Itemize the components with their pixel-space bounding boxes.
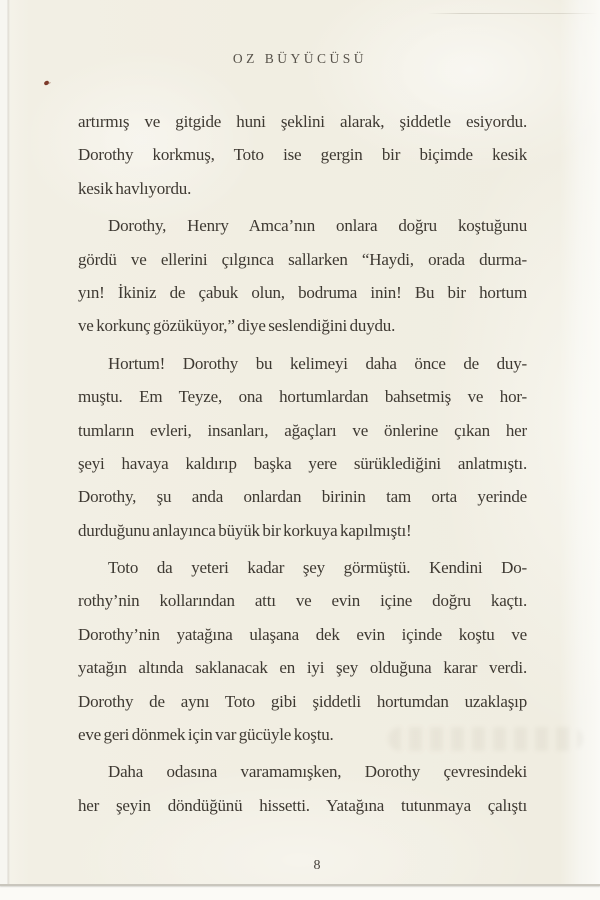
paragraph [78,755,527,822]
text-line: her şeyin döndüğünü hissetti. Yatağına tutunmaya çalıştı [78,795,527,815]
paragraph [78,347,527,547]
page-number: 8 [313,858,321,873]
text-line: durduğunu anlayınca büyük bir korkuya kapılmıştı! [78,520,412,540]
text-line: artırmış ve gitgide huni şeklini alarak, şiddetle esiyordu. [78,112,527,131]
text-block [78,105,527,826]
paragraph [78,551,527,751]
text-line: Daha odasına varamamışken, Dorothy çevresindeki [108,762,527,782]
paragraph [78,105,527,205]
text-line: Dorothy de aynı Toto gibi şiddetli hortumdan uzaklaşıp [78,691,527,711]
text-line: Dorothy, Henry Amca’nın onlara doğru koştuğunu [108,216,527,236]
text-line: şeyi havaya kaldırıp başka yere sürüklediğini anlatmıştı. [78,453,527,473]
running-header: OZ BÜYÜCÜSÜ [232,51,368,66]
page-top-crease [428,13,597,14]
text-line: yın! İkiniz de çabuk olun, bodruma inin! Bu bir hortum [78,282,527,302]
text-line: kesik havlıyordu. [78,178,192,198]
text-line: Dorothy’nin yatağına ulaşana dek evin içinde koştu ve [78,624,527,644]
text-line: Dorothy, şu anda onlardan birinin tam orta yerinde [78,487,527,507]
text-line: gördü ve ellerini çılgınca sallarken “Haydi, orada durma- [78,249,527,269]
page-bottom-edge [0,884,600,886]
text-line: ve korkunç gözüküyor,” diye seslendiğini duydu. [78,316,396,336]
show-through-smudge [388,727,583,751]
text-line: Dorothy korkmuş, Toto ise gergin bir biçimde kesik [78,145,527,165]
text-line: rothy’nin kollarından attı ve evin içine doğru kaçtı. [78,591,527,611]
text-line: muştu. Em Teyze, ona hortumlardan bahsetmiş ve hor- [78,387,527,407]
ink-speck [43,80,49,85]
text-line: tumların evleri, insanları, ağaçları ve önlerine çıkan her [78,420,527,440]
text-line: Toto da yeteri kadar şey görmüştü. Kendini Do- [108,558,527,578]
text-line: Hortum! Dorothy bu kelimeyi daha önce de duy- [108,353,527,373]
paragraph [78,209,527,343]
text-line: eve geri dönmek için var gücüyle koştu. [78,725,334,745]
text-line: yatağın altında saklanacak en iyi şey olduğuna karar verdi. [78,658,527,678]
